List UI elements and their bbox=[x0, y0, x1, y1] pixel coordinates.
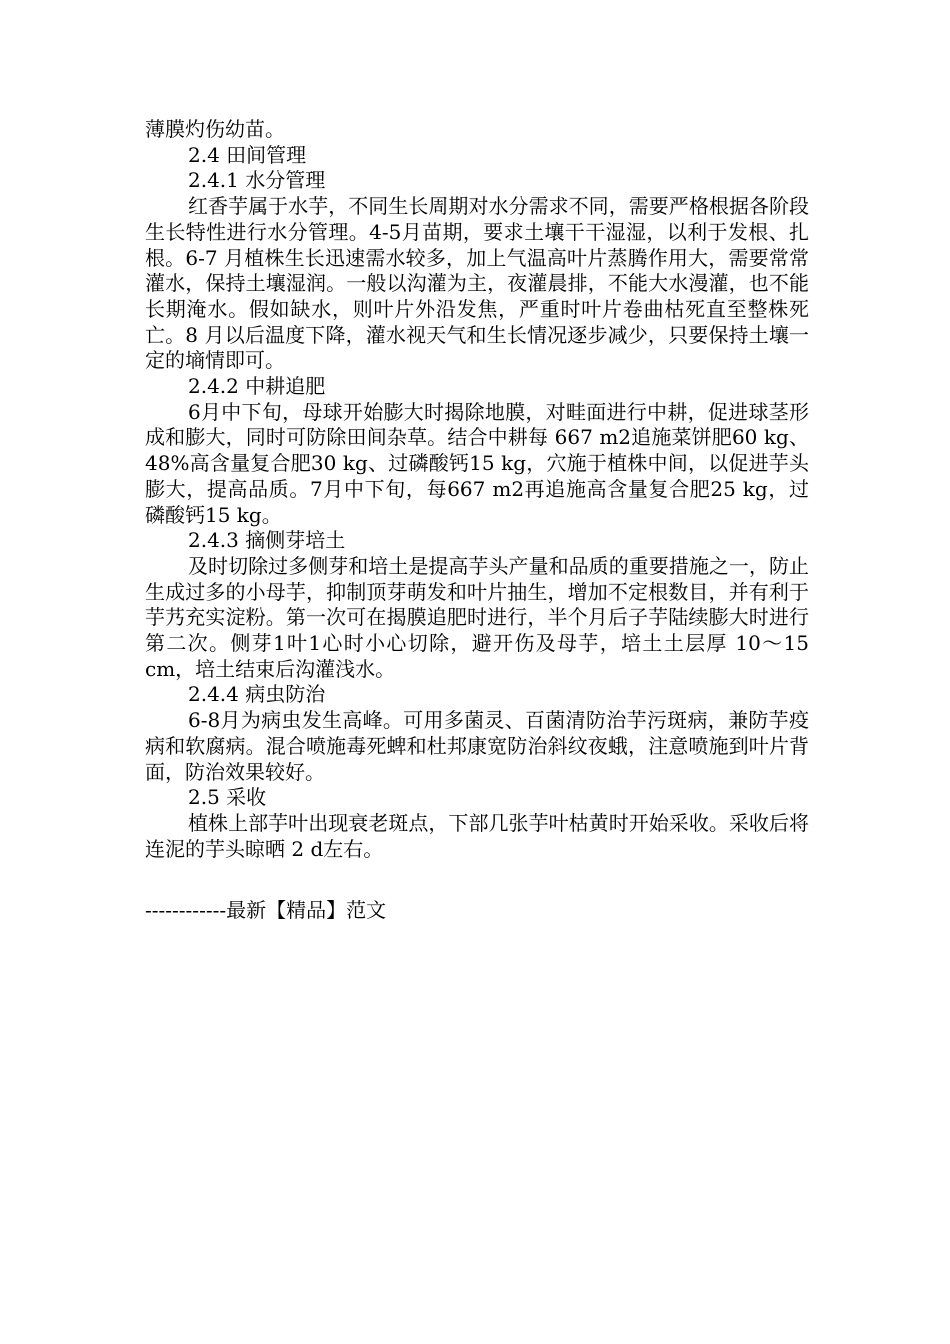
document-footer: ------------最新【精品】范文 bbox=[145, 898, 387, 922]
paragraph-water-management: 红香芋属于水芋，不同生长周期对水分需求不同，需要严格根据各阶段生长特性进行水分管理。4-5月苗期，要求土壤干干湿湿，以利于发根、扎根。6-7 月植株生长迅速需水较多，加上气温高叶片蒸腾作用大，需要常常灌水，保持土壤湿润。一般以沟灌为主，夜灌晨排，不能大水漫灌，也不能长期淹水。假如缺水，则叶片外沿发焦，严重时叶片卷曲枯死直至整株死亡。8 月以后温度下降，灌水视天气和生长情况逐步减少，只要保持土壤一定的墒情即可。 bbox=[145, 194, 809, 373]
section-heading-2-4-1: 2.4.1 水分管理 bbox=[188, 168, 326, 193]
paragraph-harvest: 植株上部芋叶出现衰老斑点，下部几张芋叶枯黄时开始采收。采收后将连泥的芋头晾晒 2 d左右。 bbox=[145, 810, 809, 861]
document-body bbox=[145, 117, 809, 862]
section-heading-2-4: 2.4 田间管理 bbox=[188, 142, 307, 167]
section-heading-2-5: 2.5 采收 bbox=[188, 785, 267, 810]
paragraph-side-bud-earthing: 及时切除过多侧芽和培土是提高芋头产量和品质的重要措施之一，防止生成过多的小母芋，抑制顶芽萌发和叶片抽生，增加不定根数目，并有利于芋艿充实淀粉。第一次可在揭膜追肥时进行，半个月后子芋陆续膨大时进行第二次。侧芽1叶1心时小心切除，避开伤及母芋，培土土层厚 10～15 cm，培土结束后沟灌浅水。 bbox=[145, 553, 809, 681]
paragraph-pest-control: 6-8月为病虫发生高峰。可用多菌灵、百菌清防治芋污斑病，兼防芋疫病和软腐病。混合喷施毒死蜱和杜邦康宽防治斜纹夜蛾，注意喷施到叶片背面，防治效果较好。 bbox=[145, 708, 809, 784]
paragraph-continuation: 薄膜灼伤幼苗。 bbox=[145, 117, 285, 141]
section-heading-2-4-4: 2.4.4 病虫防治 bbox=[188, 682, 326, 707]
section-heading-2-4-2: 2.4.2 中耕追肥 bbox=[188, 374, 326, 399]
paragraph-fertilization: 6月中下旬，母球开始膨大时揭除地膜，对畦面进行中耕，促进球茎形成和膨大，同时可防除田间杂草。结合中耕每 667 m2追施菜饼肥60 kg、48%高含量复合肥30 kg、过磷酸钙15 kg，穴施于植株中间，以促进芋头膨大，提高品质。7月中下旬，每667 m2再追施高含量复合肥25 kg，过磷酸钙15 kg。 bbox=[145, 399, 809, 527]
section-heading-2-4-3: 2.4.3 摘侧芽培土 bbox=[188, 528, 346, 553]
